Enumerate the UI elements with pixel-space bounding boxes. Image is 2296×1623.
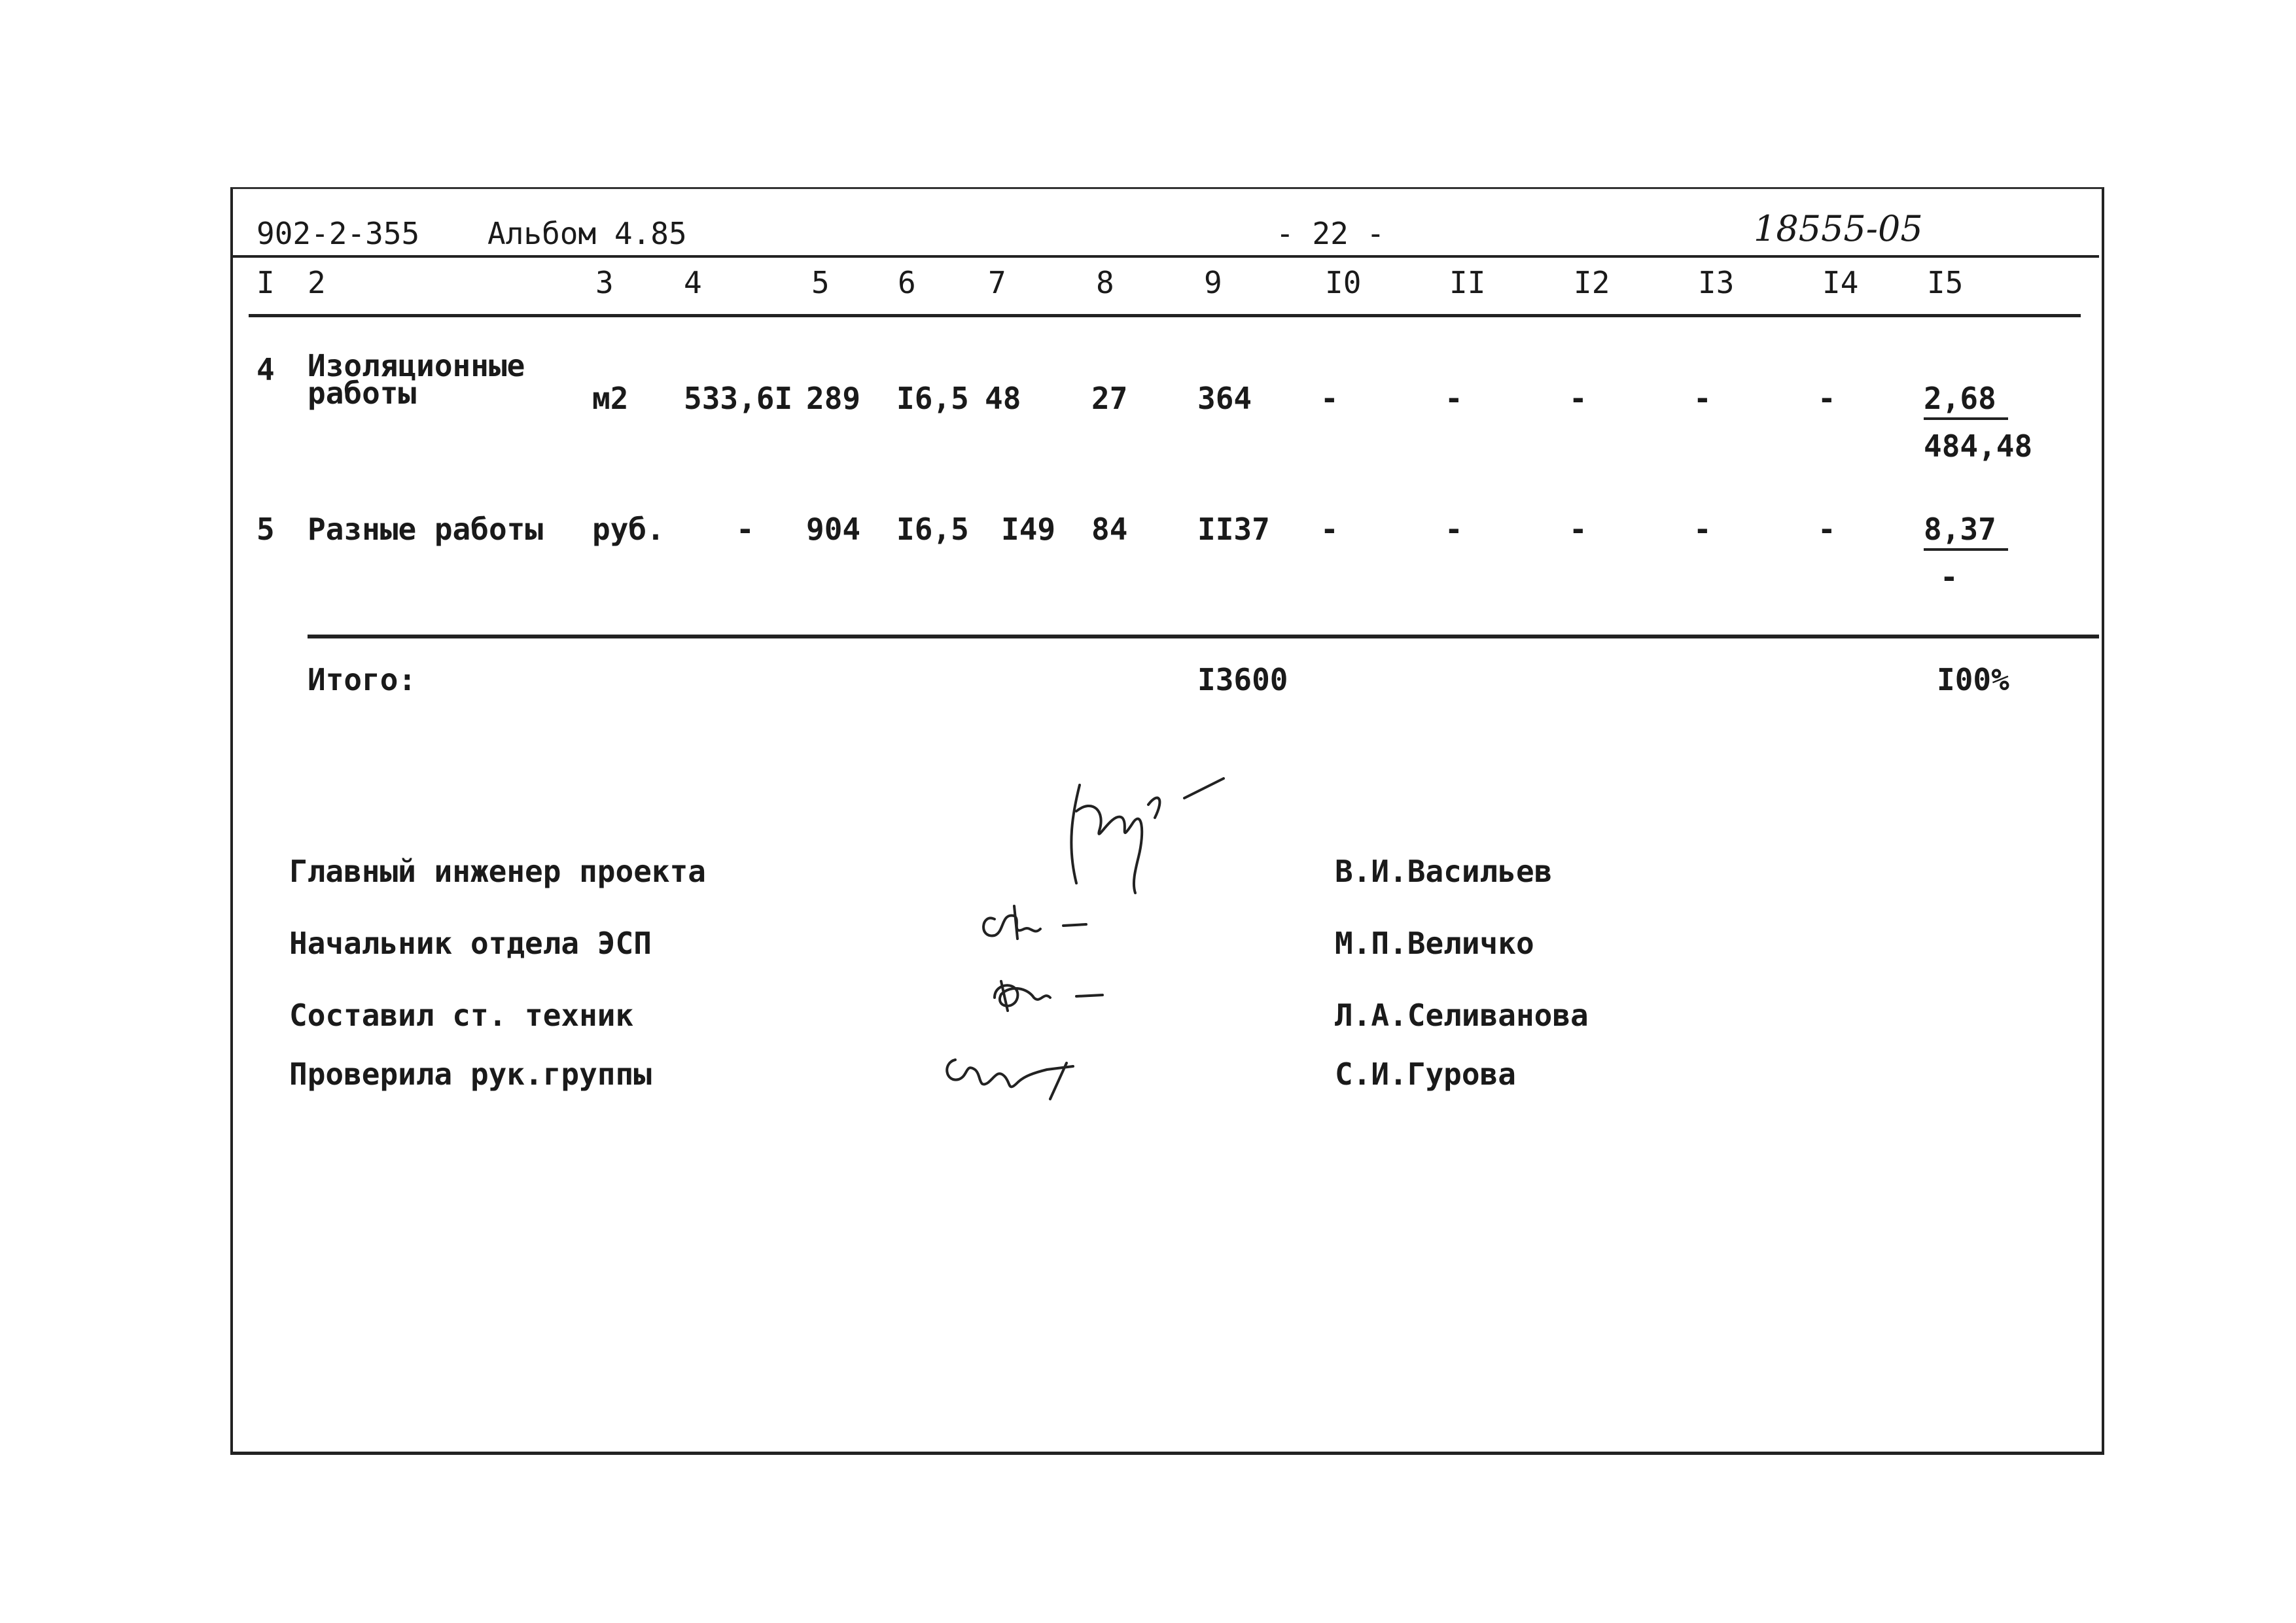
column-header-rule <box>249 314 2081 317</box>
doc-code: 902-2-355 <box>256 216 420 251</box>
signature-image <box>975 899 1106 952</box>
signature-image <box>936 1043 1093 1102</box>
signatory-name: С.И.Гурова <box>1335 1056 1516 1092</box>
row-col10: - <box>1320 381 1339 416</box>
header-rule <box>233 255 2099 258</box>
row-col7: I49 <box>1001 512 1056 547</box>
signatory-name: Л.А.Селиванова <box>1335 998 1589 1033</box>
row-col6: I6,5 <box>896 381 969 416</box>
row-col5: 904 <box>806 512 861 547</box>
row-col11: - <box>1445 381 1463 416</box>
row-unit: м2 <box>592 381 629 416</box>
fraction-top: 2,68 <box>1924 381 2008 420</box>
row-name-line2: работы <box>308 375 417 411</box>
signatory-role: Проверила рук.группы <box>289 1056 652 1092</box>
row-col5: 289 <box>806 381 861 416</box>
col-header-14: I4 <box>1822 265 1859 300</box>
col-header-2: 2 <box>308 265 326 300</box>
row-col15-top <box>1924 512 2008 551</box>
row-number: 5 <box>256 512 275 547</box>
row-col9: 364 <box>1197 381 1252 416</box>
row-col12: - <box>1569 381 1587 416</box>
total-rule <box>308 635 2099 638</box>
col-header-7: 7 <box>988 265 1006 300</box>
total-col9: I3600 <box>1197 662 1288 697</box>
col-header-15: I5 <box>1927 265 1964 300</box>
signatory-role: Составил ст. техник <box>289 998 634 1033</box>
signature-image <box>981 971 1112 1024</box>
fraction-top: 8,37 <box>1924 512 2008 551</box>
page-number: - 22 - <box>1276 216 1385 251</box>
col-header-5: 5 <box>811 265 830 300</box>
signatory-role: Главный инженер проекта <box>289 854 706 889</box>
row-col10: - <box>1320 512 1339 547</box>
row-col14: - <box>1818 512 1836 547</box>
row-unit: руб. <box>592 512 665 547</box>
row-name: Разные работы <box>308 512 544 547</box>
col-header-8: 8 <box>1096 265 1114 300</box>
col-header-6: 6 <box>898 265 916 300</box>
row-col4: - <box>736 512 754 547</box>
total-col15: I00% <box>1937 662 2009 697</box>
col-header-12: I2 <box>1574 265 1610 300</box>
row-col6: I6,5 <box>896 512 969 547</box>
row-name <box>308 348 525 411</box>
signatory-role: Начальник отдела ЭСП <box>289 926 652 961</box>
row-col12: - <box>1569 512 1587 547</box>
row-number: 4 <box>256 352 275 387</box>
signature-image <box>1034 772 1230 903</box>
row-col15-top <box>1924 381 2008 420</box>
row-col13: - <box>1693 381 1712 416</box>
col-header-10: I0 <box>1325 265 1362 300</box>
total-label: Итого: <box>308 662 417 697</box>
row-col14: - <box>1818 381 1836 416</box>
stamp-number: 18555-05 <box>1754 208 1923 249</box>
col-header-3: 3 <box>595 265 614 300</box>
col-header-9: 9 <box>1204 265 1222 300</box>
row-col8: 84 <box>1091 512 1128 547</box>
signatory-name: В.И.Васильев <box>1335 854 1553 889</box>
row-col9: II37 <box>1197 512 1270 547</box>
signatory-name: М.П.Величко <box>1335 926 1534 961</box>
col-header-11: II <box>1449 265 1486 300</box>
col-header-1: I <box>256 265 275 300</box>
row-col15-bottom: - <box>1940 559 1958 595</box>
row-col13: - <box>1693 512 1712 547</box>
row-col4: 533,6I <box>684 381 793 416</box>
row-name-line1: Изоляционные <box>308 348 525 383</box>
album-label: Альбом 4.85 <box>487 216 687 251</box>
row-col7: 48 <box>985 381 1021 416</box>
row-col8: 27 <box>1091 381 1128 416</box>
col-header-13: I3 <box>1698 265 1735 300</box>
col-header-4: 4 <box>684 265 702 300</box>
row-col15-bottom: 484,48 <box>1924 428 2033 464</box>
row-col11: - <box>1445 512 1463 547</box>
